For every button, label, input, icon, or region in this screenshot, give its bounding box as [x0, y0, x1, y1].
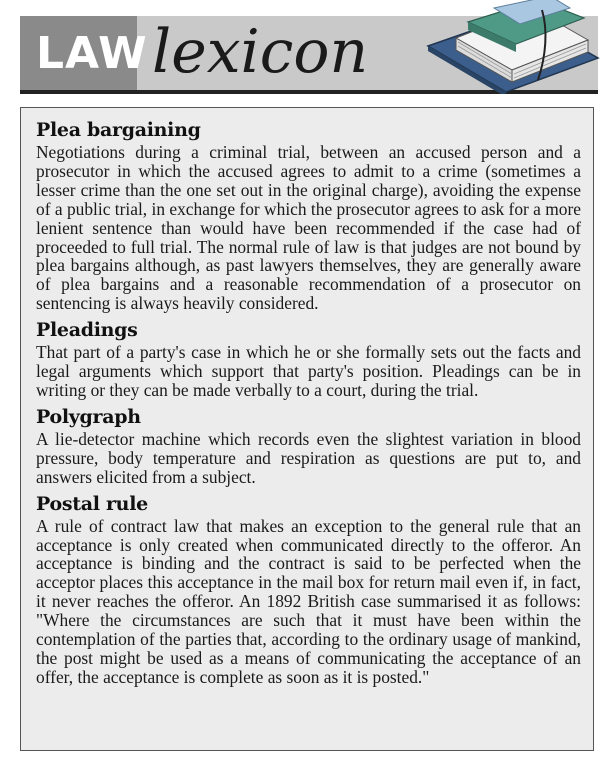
entry-postal-rule [36, 492, 581, 687]
masthead [0, 0, 610, 100]
books-icon [420, 0, 605, 94]
entry-plea-bargaining [36, 118, 581, 313]
term-heading: Polygraph [36, 405, 141, 428]
law-label: LAW [36, 28, 148, 79]
entries-list [36, 118, 581, 692]
entry-polygraph [36, 405, 581, 487]
term-definition: That part of a party's case in which he or she formally sets out the facts and legal arguments which support that party's position. Pleadings can be in writing or they can be made verbally to a court, during the trial. [36, 342, 581, 400]
term-heading: Pleadings [36, 319, 138, 342]
entry-pleadings [36, 318, 581, 400]
term-definition: Negotiations during a criminal trial, between an accused person and a prosecutor in which the accused agrees to admit to a crime (sometimes a lesser crime than the one set out in the original charge), avoiding the expense of a public trial, in exchange for which the prosecutor agrees to ask for a more lenient sentence than would have been recommended if the case had of proceeded to full trial. The normal rule of law is that judges are not bound by plea bargains although, as past lawyers themselves, they are generally aware of plea bargains and a reasonable recommendation of a prosecutor on sentencing is always heavily considered. [36, 142, 581, 314]
term-heading: Plea bargaining [36, 119, 201, 141]
term-heading: Postal rule [36, 492, 148, 515]
lexicon-title: lexicon [152, 17, 369, 87]
term-definition: A rule of contract law that makes an exception to the general rule that an acceptance is only created when communicated directly to the offeror. An acceptance is binding and the contract is said to be perfected when the acceptor places this acceptance in the mail box for return mail even if, in fact, it never reaches the offeror. An 1892 British case summarised it as follows: "Where the circumstances are such that it must have been within the contemplation of the parties that, according to the ordinary usage of mankind, the post might be used as a means of communicating the acceptance of an offer, the acceptance is complete as soon as it is posted." [36, 515, 581, 687]
term-definition: A lie-detector machine which records even the slightest variation in blood pressure, body temperature and respiration as questions are put to, and answers elicited from a subject. [36, 428, 581, 487]
